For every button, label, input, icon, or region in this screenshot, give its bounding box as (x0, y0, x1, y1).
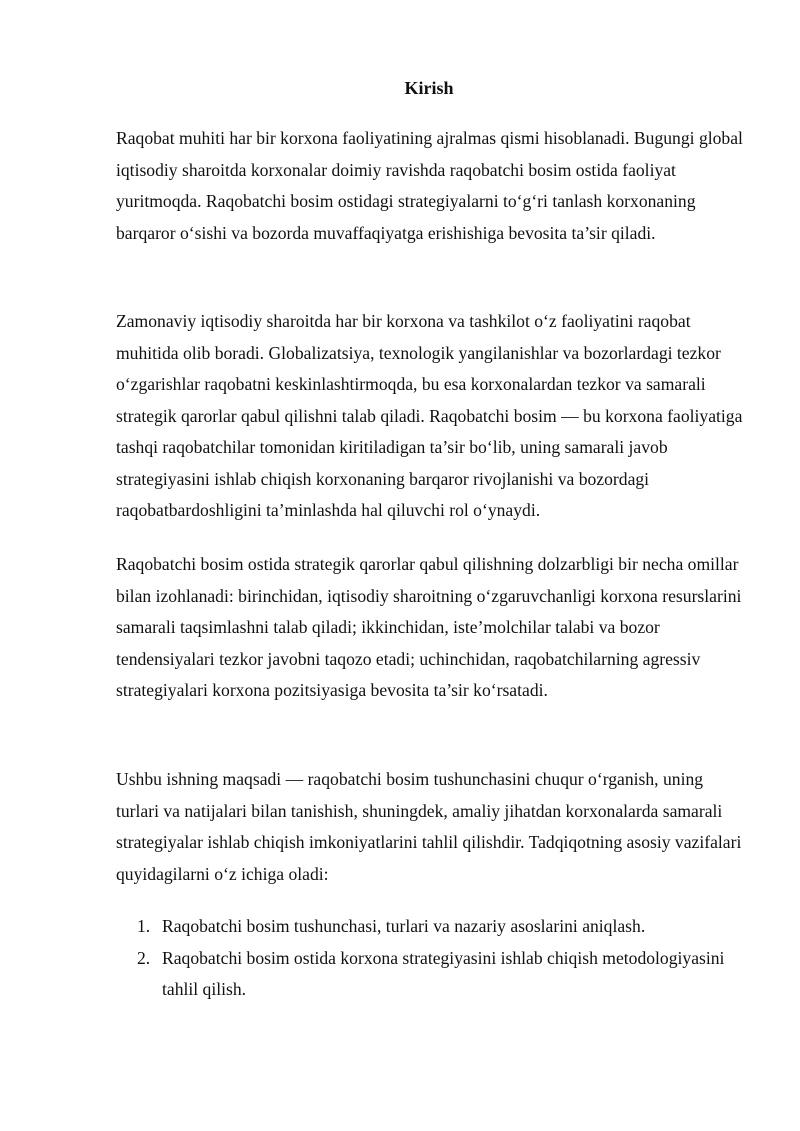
list-item-number: 2. (137, 947, 151, 968)
list-item (116, 943, 748, 1006)
tasks-list (116, 911, 748, 1006)
paragraph-4: Ushbu ishning maqsadi — raqobatchi bosim tushunchasini chuqur o‘rganish, uning turlari va natijalari bilan tanishish, shuningdek, amaliy jihatdan korxonalarda samarali strategiyalar ishlab chiqish imkoniyatlarini tahlil qilishdir. Tadqiqotning asosiy vazifalari quyidagilarni o‘z ichiga oladi: (116, 769, 742, 884)
list-item-number: 1. (137, 916, 151, 936)
page-title: Kirish (404, 78, 454, 98)
paragraph-3: Raqobatchi bosim ostida strategik qarorlar qabul qilishning dolzarbligi bir necha omillar bilan izohlanadi: birinchidan, iqtisodiy sharoitning o‘zgaruvchanligi korxona resurslarini samarali taqsimlashni talab qiladi; ikkinchidan, iste’molchilar talabi va bozor tendensiyalari tezkor javobni taqozo etadi; uchinchidan, raqobatchilarning agressiv strategiyalari korxona pozitsiyasiga bevosita ta’sir ko‘rsatadi. (116, 554, 742, 700)
paragraph-1: Raqobat muhiti har bir korxona faoliyatining ajralmas qismi hisoblanadi. Bugungi global iqtisodiy sharoitda korxonalar doimiy ravishda raqobatchi bosim ostida faoliyat yuritmoqda. Raqobatchi bosim ostidagi strategiyalarni to‘g‘ri tanlash korxonaning barqaror o‘sishi va bozorda muvaffaqiyatga erishishiga bevosita ta’sir qiladi. (116, 128, 743, 243)
list-item-text: Raqobatchi bosim tushunchasi, turlari va nazariy asoslarini aniqlash. (162, 916, 646, 936)
list-item-text: Raqobatchi bosim ostida korxona strategiyasini ishlab chiqish metodologiyasini tahlil qilish. (162, 947, 725, 999)
list-item (116, 911, 748, 943)
paragraph-2: Zamonaviy iqtisodiy sharoitda har bir korxona va tashkilot o‘z faoliyatini raqobat muhitida olib boradi. Globalizatsiya, texnologik yangilanishlar va bozorlardagi tezkor o‘zgarishlar raqobatni keskinlashtirmoqda, bu esa korxonalardan tezkor va samarali strategik qarorlar qabul qilishni talab qiladi. Raqobatchi bosim — bu korxona faoliyatiga tashqi raqobatchilar tomonidan kiritiladigan ta’sir bo‘lib, uning samarali javob strategiyasini ishlab chiqish korxonaning barqaror rivojlanishi va bozordagi raqobatbardoshligini ta’minlashda hal qiluvchi rol o‘ynaydi. (116, 311, 743, 520)
